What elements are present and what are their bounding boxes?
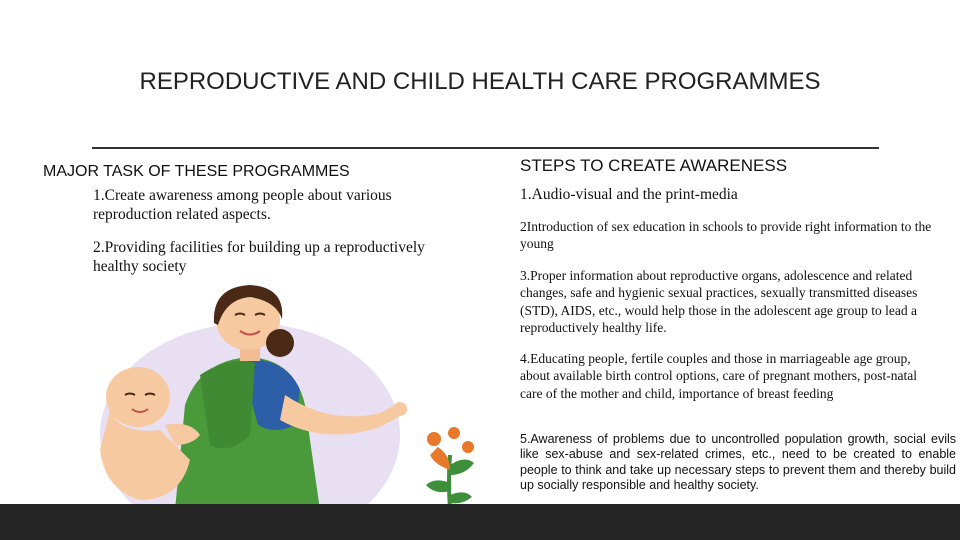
right-list-item: 4.Educating people, fertile couples and those in marriageable age group, about available birth control options, care of pregnant mothers, post-natal care of the mother and child, importance of breast feeding xyxy=(520,351,918,401)
left-list-item: 1.Create awareness among people about various reproduction related aspects. xyxy=(93,187,392,223)
left-list-item: 2.Providing facilities for building up a reproductively healthy society xyxy=(93,239,425,275)
right-list-item: 1.Audio-visual and the print-media xyxy=(520,186,738,203)
footer-bar xyxy=(0,504,960,540)
right-column-heading: STEPS TO CREATE AWARENESS xyxy=(520,156,788,175)
family-health-logo xyxy=(410,425,490,510)
left-column-heading: MAJOR TASK OF THESE PROGRAMMES xyxy=(43,163,350,180)
right-list-item: 3.Proper information about reproductive organs, adolescence and related changes, safe and hygienic sexual practices, sexually transmitted diseases (STD), AIDS, etc., would help those in the adolescent age group to lead a reproductively healthy life. xyxy=(520,268,918,335)
mother-and-baby-illustration xyxy=(80,285,420,510)
title-divider xyxy=(92,147,879,149)
right-list-item: 2Introduction of sex education in schools to provide right information to the young xyxy=(520,219,932,252)
slide-title: REPRODUCTIVE AND CHILD HEALTH CARE PROGRAMMES xyxy=(139,68,821,95)
right-list-item: 5.Awareness of problems due to uncontrolled population growth, social evils like sex-abuse and sex-related crimes, etc., need to be created to enable people to think and take up necessary steps to prevent them and thereby build up socially responsible and healthy society. xyxy=(520,432,956,493)
